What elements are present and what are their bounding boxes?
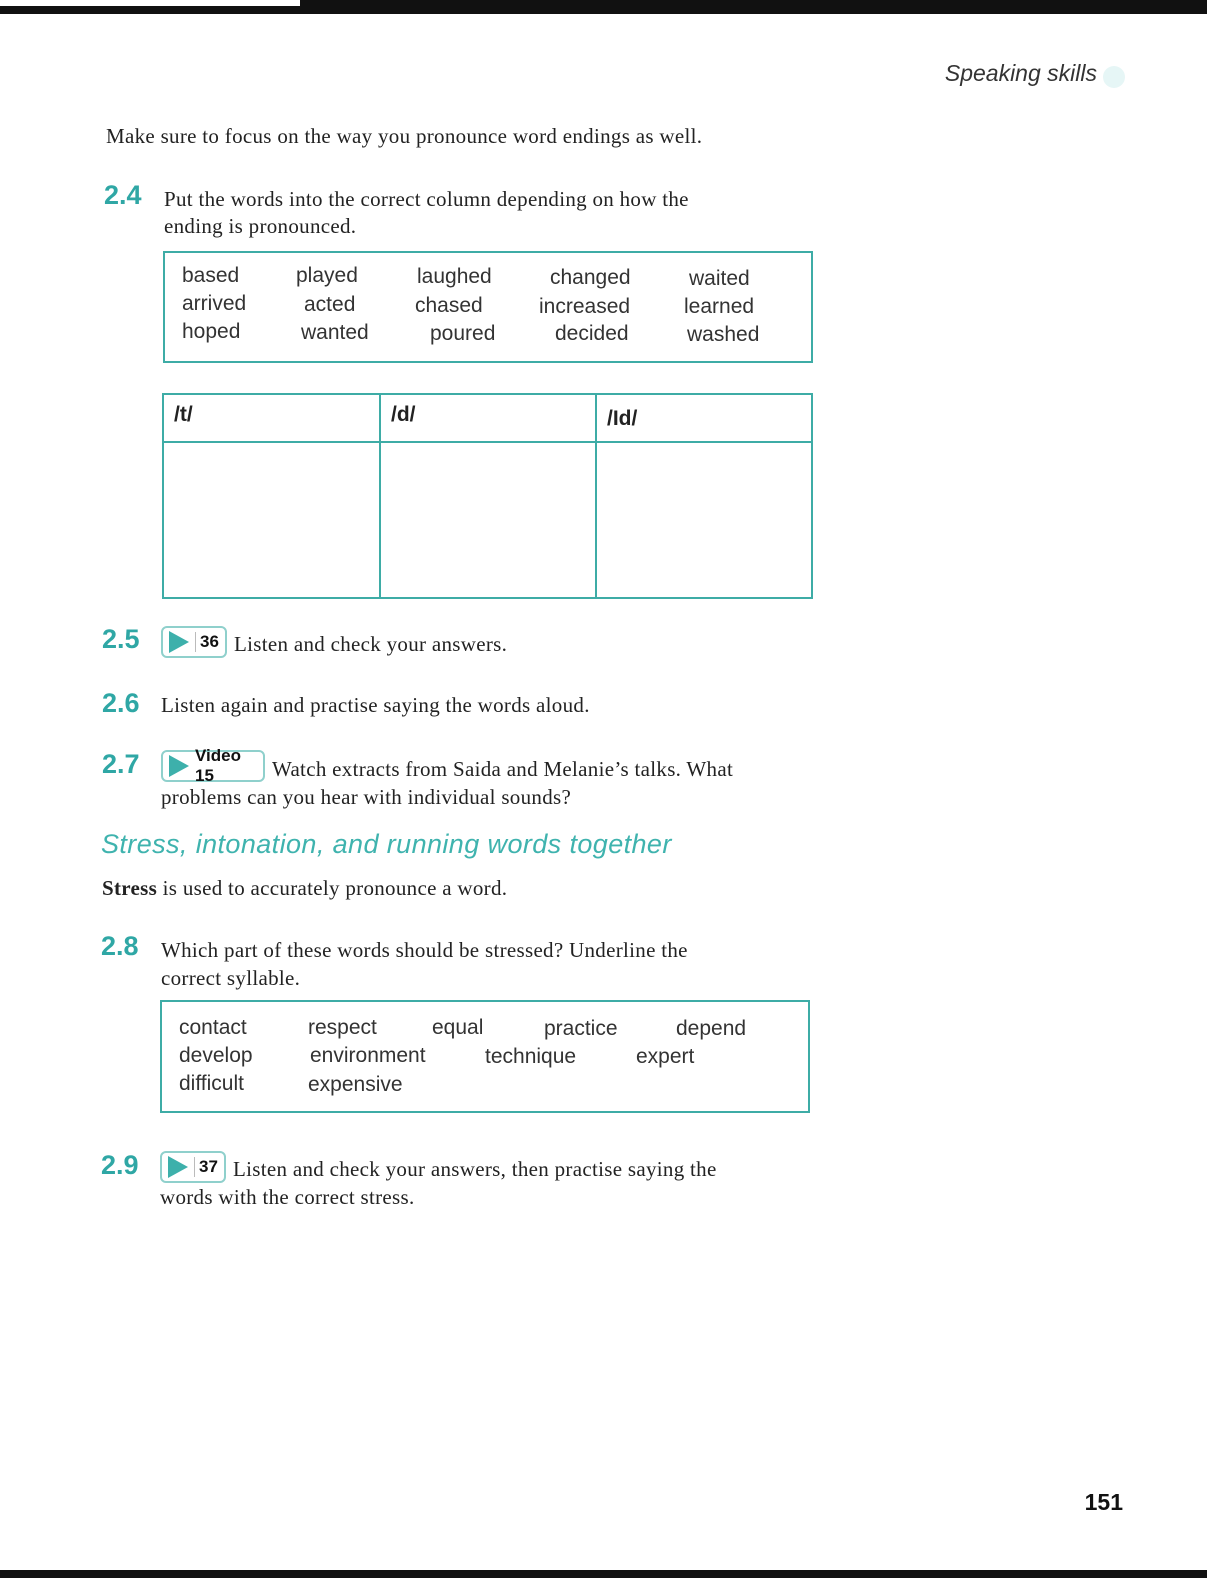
word: learned bbox=[684, 295, 755, 318]
exercise-instruction: Watch extracts from Saida and Melanie’s talks. What bbox=[272, 757, 734, 781]
word: decided bbox=[555, 322, 629, 345]
running-header: Speaking skills bbox=[944, 60, 1097, 86]
definition-body: is used to accurately pronounce a word. bbox=[162, 876, 508, 900]
page-number: 151 bbox=[1084, 1489, 1123, 1515]
column-header: /Id/ bbox=[607, 407, 638, 430]
word: contact bbox=[179, 1016, 247, 1039]
answer-cell-id[interactable] bbox=[599, 445, 809, 595]
top-edge bbox=[0, 0, 1207, 14]
bottom-edge bbox=[0, 1570, 1207, 1578]
word: played bbox=[296, 264, 358, 287]
word: acted bbox=[304, 293, 356, 316]
exercise-instruction: Which part of these words should be stressed? Underline the bbox=[161, 938, 688, 962]
table-divider bbox=[379, 395, 381, 597]
word: equal bbox=[432, 1016, 484, 1039]
audio-track-button[interactable] bbox=[160, 1151, 226, 1183]
word: changed bbox=[550, 266, 631, 289]
answer-cell-d[interactable] bbox=[383, 445, 593, 595]
exercise-instruction: Listen and check your answers. bbox=[234, 632, 508, 656]
word: waited bbox=[689, 267, 750, 290]
exercise-instruction: problems can you hear with individual sounds? bbox=[161, 785, 572, 809]
table-divider bbox=[164, 441, 811, 443]
word: expert bbox=[636, 1045, 695, 1068]
exercise-number: 2.4 bbox=[104, 180, 142, 210]
answer-table bbox=[162, 393, 813, 599]
definition-term: Stress bbox=[102, 876, 158, 900]
word: environment bbox=[310, 1044, 426, 1067]
word: practice bbox=[544, 1017, 618, 1040]
word: depend bbox=[676, 1017, 747, 1040]
header-dot-icon bbox=[1103, 66, 1125, 88]
exercise-number: 2.5 bbox=[102, 624, 140, 654]
word: washed bbox=[687, 323, 760, 346]
play-icon bbox=[169, 631, 189, 653]
exercise-number: 2.6 bbox=[102, 688, 140, 718]
intro-text: Make sure to focus on the way you pronounce word endings as well. bbox=[106, 124, 703, 148]
exercise-instruction: Listen and check your answers, then practise saying the bbox=[233, 1157, 717, 1181]
table-divider bbox=[595, 395, 597, 597]
word: expensive bbox=[308, 1073, 403, 1096]
track-number: 37 bbox=[194, 1157, 218, 1177]
answer-cell-t[interactable] bbox=[166, 445, 377, 595]
exercise-instruction: Listen again and practise saying the words aloud. bbox=[161, 693, 590, 717]
play-icon bbox=[168, 1156, 188, 1178]
word: laughed bbox=[417, 265, 492, 288]
word: respect bbox=[308, 1016, 377, 1039]
word: technique bbox=[485, 1045, 577, 1068]
video-number: Video 15 bbox=[195, 746, 241, 785]
section-subheading: Stress, intonation, and running words together bbox=[101, 829, 672, 859]
exercise-instruction: Put the words into the correct column depending on how the bbox=[164, 187, 689, 211]
word: based bbox=[182, 264, 240, 287]
word: poured bbox=[430, 322, 496, 345]
word: chased bbox=[415, 294, 483, 317]
exercise-number: 2.7 bbox=[102, 749, 140, 779]
exercise-instruction: ending is pronounced. bbox=[164, 214, 357, 238]
word: arrived bbox=[182, 292, 247, 315]
word: increased bbox=[539, 295, 631, 318]
play-icon bbox=[169, 755, 189, 777]
exercise-instruction: correct syllable. bbox=[161, 966, 301, 990]
exercise-number: 2.8 bbox=[101, 931, 139, 961]
definition-text bbox=[102, 874, 507, 902]
word: wanted bbox=[301, 321, 369, 344]
column-header: /d/ bbox=[391, 403, 416, 426]
word-box bbox=[160, 1000, 810, 1113]
video-button[interactable] bbox=[161, 746, 265, 785]
audio-track-button[interactable] bbox=[161, 626, 227, 658]
word: develop bbox=[179, 1044, 253, 1067]
word-box bbox=[163, 251, 813, 363]
word: difficult bbox=[179, 1072, 244, 1095]
track-number: 36 bbox=[195, 632, 219, 652]
column-header: /t/ bbox=[174, 403, 193, 426]
exercise-instruction: words with the correct stress. bbox=[160, 1185, 415, 1209]
word: hoped bbox=[182, 320, 241, 343]
exercise-number: 2.9 bbox=[101, 1150, 139, 1180]
